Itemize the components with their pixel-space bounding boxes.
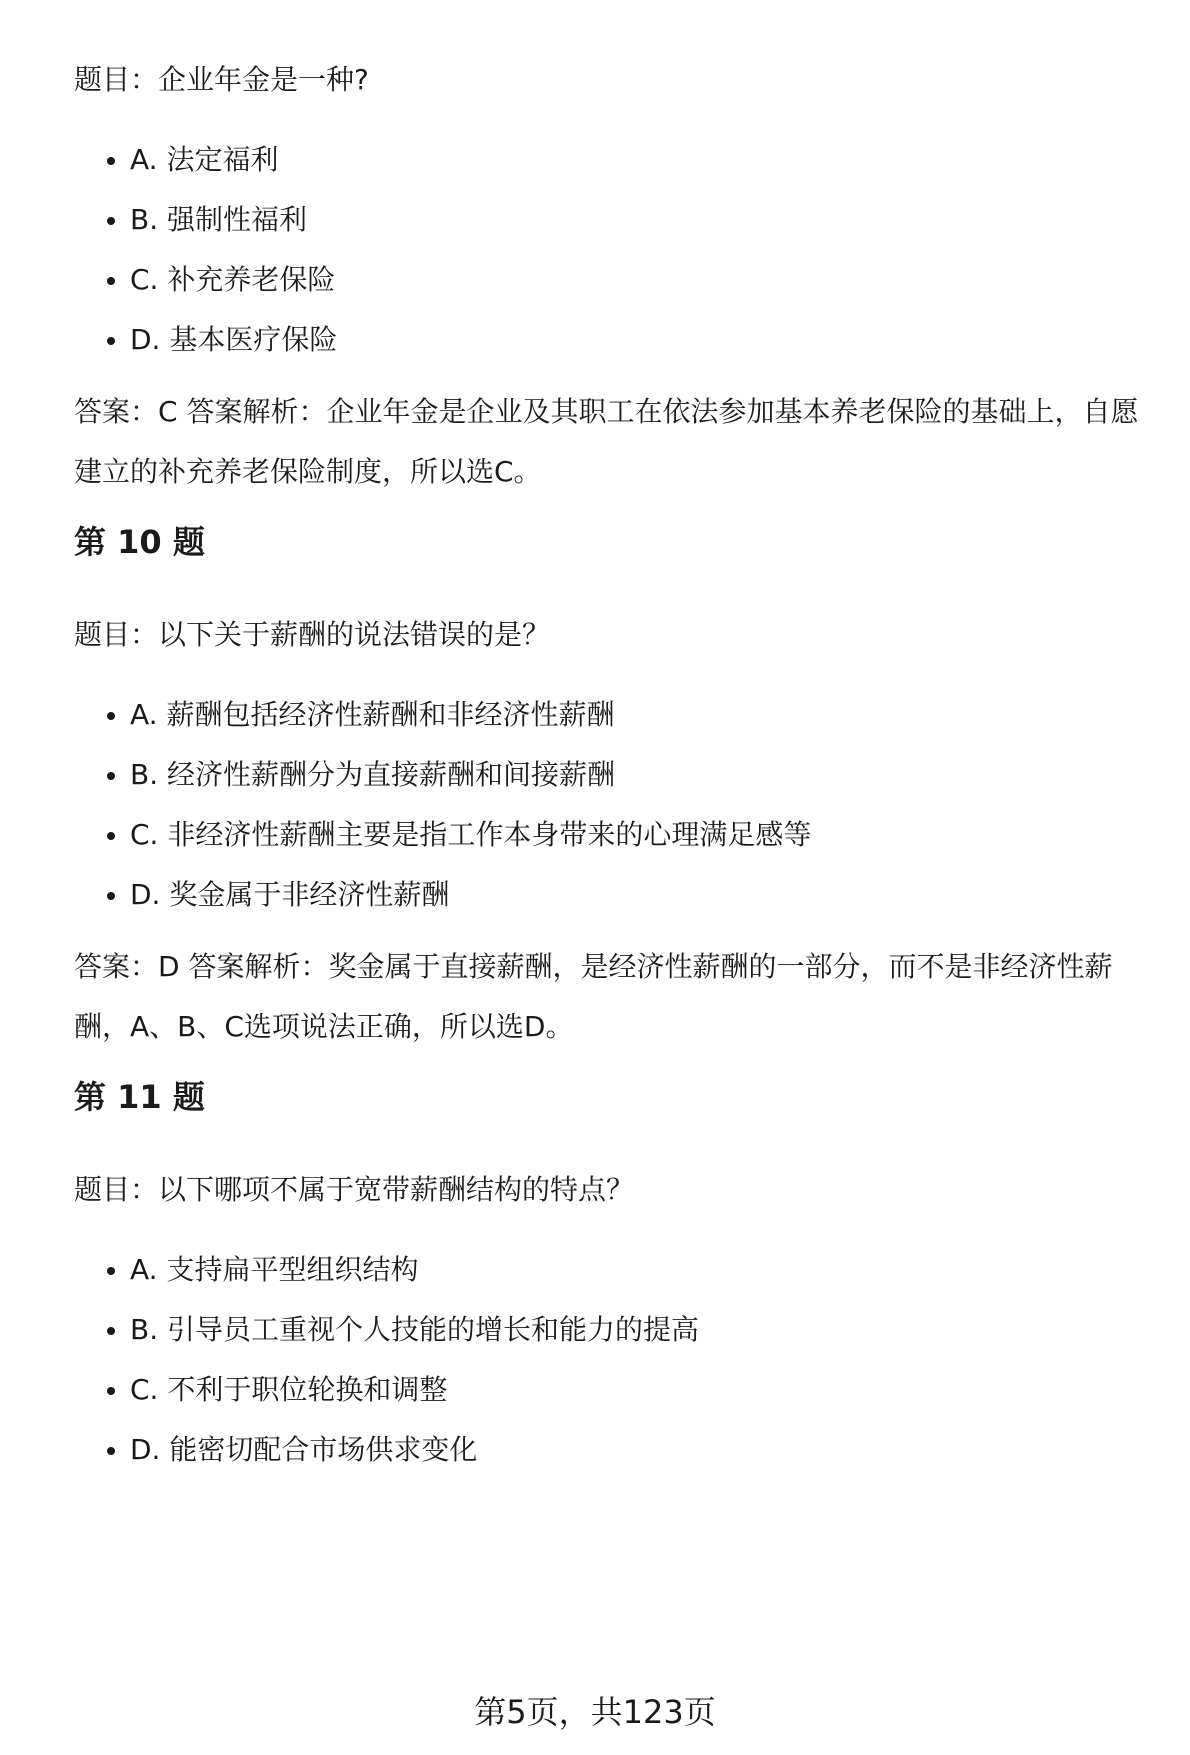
- option-c: C. 补充养老保险: [74, 260, 1154, 320]
- question-10-heading-block: [74, 520, 1154, 564]
- question-10-options: [74, 695, 1154, 935]
- question-9-answer-block: [74, 382, 1154, 502]
- page-number: 第5页，共123页: [474, 1693, 716, 1731]
- question-10-answer-block: [74, 937, 1154, 1057]
- question-11-options: [74, 1250, 1154, 1490]
- question-11-heading: 第 11 题: [74, 1078, 205, 1116]
- question-11-text-block: [74, 1170, 1154, 1210]
- option-b: B. 引导员工重视个人技能的增长和能力的提高: [74, 1310, 1154, 1370]
- option-a: A. 支持扁平型组织结构: [74, 1250, 1154, 1310]
- question-9-options: [74, 140, 1154, 380]
- question-10-options-block: [74, 695, 1154, 935]
- option-c: C. 非经济性薪酬主要是指工作本身带来的心理满足感等: [74, 815, 1154, 875]
- question-10-text-block: [74, 615, 1154, 655]
- option-a: A. 法定福利: [74, 140, 1154, 200]
- question-10-heading: 第 10 题: [74, 523, 205, 561]
- question-9-options-block: [74, 140, 1154, 380]
- option-a: A. 薪酬包括经济性薪酬和非经济性薪酬: [74, 695, 1154, 755]
- question-11-heading-block: [74, 1075, 1154, 1119]
- question-11-text: 题目：以下哪项不属于宽带薪酬结构的特点？: [74, 1173, 635, 1206]
- option-d: D. 奖金属于非经济性薪酬: [74, 875, 1154, 935]
- question-9-text-block: [74, 60, 1154, 100]
- question-10-text: 题目：以下关于薪酬的说法错误的是？: [74, 618, 551, 651]
- question-11-options-block: [74, 1250, 1154, 1490]
- question-9-text: 题目：企业年金是一种?: [74, 63, 369, 96]
- question-9-answer: 答案：C 答案解析：企业年金是企业及其职工在依法参加基本养老保险的基础上，自愿建立的补充养老保险制度，所以选C。: [74, 395, 1139, 488]
- option-d: D. 能密切配合市场供求变化: [74, 1430, 1154, 1490]
- option-c: C. 不利于职位轮换和调整: [74, 1370, 1154, 1430]
- question-10-answer: 答案：D 答案解析：奖金属于直接薪酬，是经济性薪酬的一部分，而不是非经济性薪酬，A、B、C选项说法正确，所以选D。: [74, 950, 1113, 1043]
- option-d: D. 基本医疗保险: [74, 320, 1154, 380]
- option-b: B. 经济性薪酬分为直接薪酬和间接薪酬: [74, 755, 1154, 815]
- option-b: B. 强制性福利: [74, 200, 1154, 260]
